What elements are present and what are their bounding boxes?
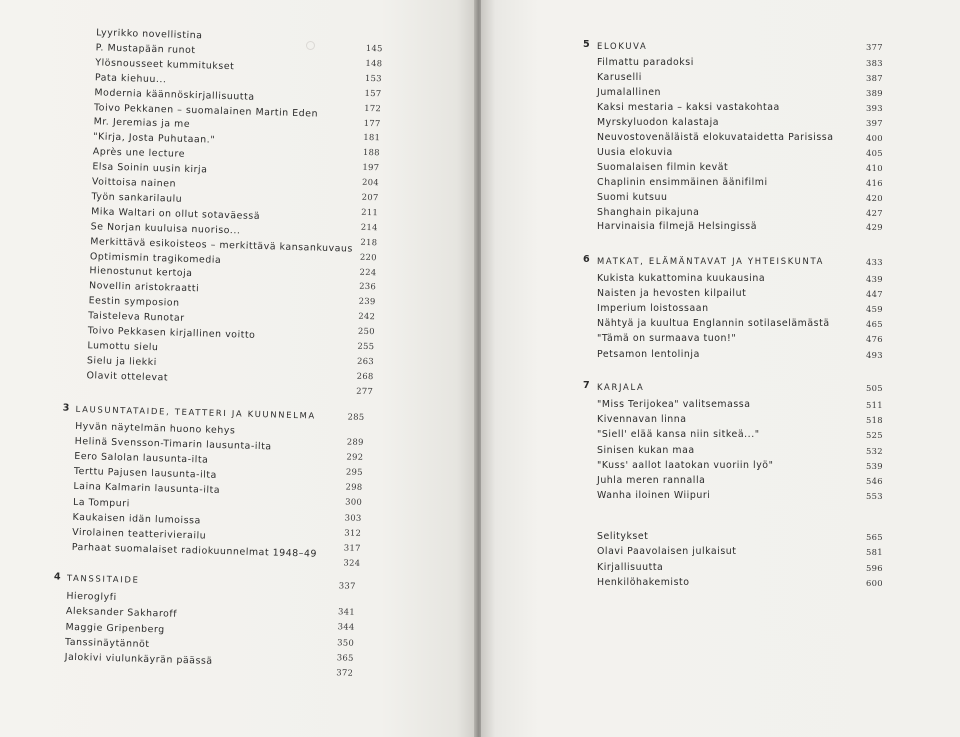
entry-title: Pata kiehuu... [94, 71, 167, 85]
entry-title: Sielu ja liekki [86, 354, 157, 368]
entry-page-number: 525 [866, 430, 883, 441]
entry-title: Ylösnousseet kummitukset [95, 57, 235, 72]
section-number: 6 [583, 254, 590, 265]
entry-page-number: 298 [345, 481, 363, 493]
entry-page-number: 405 [866, 147, 883, 158]
entry-page-number: 427 [866, 207, 883, 218]
entry-page-number: 393 [866, 102, 883, 113]
right-page [481, 0, 960, 737]
entry-title: Olavit ottelevat [86, 369, 169, 384]
section-title: TANSSITAIDE [66, 572, 140, 585]
section-page-number: 377 [866, 42, 883, 52]
entry-page-number: 439 [866, 274, 883, 284]
entry-title: Novellin aristokraatti [88, 280, 200, 295]
entry-page-number: 372 [336, 667, 354, 678]
entry-title: Voittoisa nainen [91, 176, 177, 190]
entry-page-number: 204 [361, 176, 380, 188]
left-entry-list [10, 0, 476, 396]
entry-page-number: 600 [866, 577, 883, 588]
entry-page-number: 295 [345, 466, 364, 478]
entry-page-number: 459 [866, 304, 883, 315]
entry-page-number: 341 [337, 606, 356, 617]
section-number: 3 [62, 402, 70, 414]
entry-title: Eero Salolan lausunta-ilta [74, 451, 209, 466]
entry-page-number: 410 [866, 162, 883, 173]
entry-title: La Tompuri [72, 496, 130, 509]
section-page-number: 433 [866, 257, 883, 267]
entry-title: Terttu Pajusen lausunta-ilta [73, 466, 218, 482]
entry-page-number: 429 [866, 222, 883, 233]
entry-title: Shanghain pikajuna [597, 206, 700, 218]
entry-title: Helinä Svensson-Timarin lausunta-ilta [74, 435, 272, 453]
entry-title: "Miss Terijokea" valitsemassa [597, 399, 751, 410]
entry-page-number: 420 [866, 192, 883, 203]
entry-title: Jalokivi viulunkäyrän päässä [64, 651, 213, 668]
left-page [0, 0, 476, 737]
entry-page-number: 292 [346, 451, 364, 463]
entry-title: Merkittävä esikoisteos – merkittävä kansankuvaus [90, 235, 354, 255]
entry-page-number: 476 [866, 334, 883, 345]
entry-title: Filmattu paradoksi [597, 57, 694, 68]
entry-page-number: 197 [362, 162, 380, 173]
entry-page-number: 324 [343, 557, 361, 568]
entry-page-number: 242 [358, 310, 376, 322]
entry-title: Parhaat suomalaiset radiokuunnelmat 1948–49 [71, 541, 318, 560]
entry-page-number: 303 [344, 511, 362, 523]
entry-page-number: 300 [345, 496, 363, 508]
entry-page-number: 157 [364, 87, 382, 98]
entry-page-number: 317 [343, 542, 361, 553]
entry-title: Henkilöhakemisto [597, 576, 690, 588]
entry-page-number: 224 [359, 266, 377, 277]
entry-title: Aleksander Sakharoff [65, 606, 178, 621]
entry-page-number: 344 [337, 621, 355, 633]
entry-title: Uusia elokuvia [597, 146, 673, 158]
entry-title: Petsamon lentolinja [597, 348, 700, 360]
entry-title: Sinisen kukan maa [597, 444, 695, 456]
entry-page-number: 239 [358, 296, 376, 307]
entry-page-number: 397 [866, 117, 883, 128]
entry-title: Après une lecture [92, 146, 186, 161]
entry-title: Hieroglyfi [66, 590, 117, 604]
entry-title: Hyvän näytelmän huono kehys [74, 420, 236, 437]
entry-title: Harvinaisia filmejä Helsingissä [597, 221, 758, 233]
paper-speck [306, 41, 315, 50]
entry-page-number: 268 [356, 370, 374, 381]
entry-page-number: 581 [866, 547, 883, 558]
section-number: 5 [583, 39, 590, 50]
entry-page-number: 518 [866, 415, 883, 426]
entry-page-number: 365 [336, 652, 354, 663]
entry-page-number: 172 [364, 102, 382, 113]
entry-page-number: 539 [866, 460, 883, 471]
entry-page-number: 207 [361, 191, 379, 203]
entry-title: Modernia käännöskirjallisuutta [94, 86, 255, 103]
section-title: KARJALA [597, 382, 645, 392]
entry-page-number: 263 [356, 355, 375, 367]
entry-title: Selitykset [597, 531, 649, 542]
section-number: 7 [583, 380, 590, 391]
entry-title: Lyyrikko novellistina [95, 27, 203, 42]
entry-page-number: 145 [365, 42, 383, 54]
entry-page-number: 532 [866, 445, 883, 456]
entry-title: Maggie Gripenberg [65, 621, 165, 636]
entry-page-number: 214 [360, 221, 378, 233]
entry-title: P. Mustapään runot [95, 42, 196, 56]
entry-page-number: 250 [357, 325, 375, 337]
entry-page-number: 236 [359, 281, 377, 292]
section-title: MATKAT, ELÄMÄNTAVAT JA YHTEISKUNTA [597, 256, 825, 266]
left-toc [0, 0, 476, 737]
entry-title: Suomalaisen filmin kevät [597, 161, 729, 173]
entry-page-number: 312 [344, 527, 362, 538]
entry-page-number: 277 [356, 385, 374, 396]
entry-title: Taisteleva Runotar [88, 310, 185, 324]
entry-page-number: 465 [866, 319, 883, 330]
entry-title: Kirjallisuutta [597, 561, 664, 573]
entry-title: Juhla meren rannalla [597, 475, 706, 486]
entry-title: Toivo Pekkasen kirjallinen voitto [87, 325, 256, 341]
entry-title: Elsa Soinin uusin kirja [92, 161, 208, 176]
entry-title: "Kirja, Josta Puhutaan." [93, 131, 216, 146]
entry-title: Mr. Jeremias ja me [93, 116, 191, 131]
entry-title: Toivo Pekkanen – suomalainen Martin Eden [93, 101, 319, 120]
entry-title: Lumottu sielu [87, 340, 159, 354]
entry-page-number: 211 [361, 206, 379, 218]
entry-title: Naisten ja hevosten kilpailut [597, 288, 747, 300]
entry-title: Wanha iloinen Wiipuri [597, 490, 711, 502]
entry-title: "Siell' elää kansa niin sitkeä..." [597, 429, 760, 441]
entry-page-number: 553 [866, 491, 883, 502]
entry-page-number: 400 [866, 132, 883, 143]
entry-page-number: 188 [362, 147, 380, 158]
entry-title: Hienostunut kertoja [89, 265, 193, 280]
entry-title: Mika Waltari on ollut sotaväessä [90, 206, 261, 222]
entry-title: Kivennavan linna [597, 414, 687, 426]
entry-page-number: 255 [357, 340, 375, 352]
entry-title: Virolainen teatterivierailu [72, 526, 207, 542]
entry-title: Tanssinäytännöt [64, 636, 150, 650]
section-page-number: 285 [347, 411, 365, 422]
section-title: ELOKUVA [597, 41, 648, 51]
entry-title: Nähtyä ja kuultua Englannin sotilaselämästä [597, 318, 830, 330]
entry-page-number: 546 [866, 476, 883, 486]
entry-title: Laina Kalmarin lausunta-ilta [73, 481, 221, 497]
entry-title: "Kuss' aallot laatokan vuoriin lyö" [597, 459, 774, 471]
entry-page-number: 350 [337, 636, 355, 648]
entry-title: Olavi Paavolaisen julkaisut [597, 546, 737, 558]
entry-title: Kaksi mestaria – kaksi vastakohtaa [597, 101, 780, 113]
entry-page-number: 596 [866, 562, 883, 573]
entry-title: Kukista kukattomina kuukausina [597, 273, 766, 284]
entry-page-number: 289 [346, 436, 364, 447]
entry-page-number: 177 [363, 117, 381, 128]
entry-page-number: 493 [866, 349, 883, 360]
entry-page-number: 447 [866, 289, 883, 300]
entry-title: Työn sankarilaulu [91, 191, 183, 205]
entry-title: Eestin symposion [88, 295, 180, 309]
entry-title: Chaplinin ensimmäinen äänifilmi [597, 176, 768, 188]
entry-title: Karuselli [597, 71, 642, 83]
entry-page-number: 387 [866, 72, 883, 83]
entry-page-number: 148 [365, 57, 383, 69]
entry-title: Se Norjan kuuluisa nuoriso... [90, 220, 241, 237]
entry-title: Kaukaisen idän lumoissa [72, 511, 201, 527]
entry-page-number: 153 [364, 72, 383, 84]
entry-page-number: 218 [360, 236, 378, 247]
section-number: 4 [53, 571, 61, 583]
entry-page-number: 416 [866, 177, 883, 188]
entry-title: Imperium loistossaan [597, 303, 709, 315]
entry-title: Neuvostovenäläistä elokuvataidetta Parisissa [597, 131, 834, 143]
entry-page-number: 181 [363, 132, 381, 143]
section-page-number: 337 [338, 580, 356, 591]
section-title: LAUSUNTATAIDE, TEATTERI JA KUUNNELMA [75, 403, 317, 421]
entry-page-number: 389 [866, 87, 883, 98]
section-page-number: 505 [866, 383, 883, 393]
entry-title: Jumalallinen [597, 86, 661, 98]
entry-page-number: 383 [866, 58, 883, 68]
entry-page-number: 220 [359, 251, 378, 262]
entry-title: Myrskyluodon kalastaja [597, 116, 720, 128]
entry-title: Suomi kutsuu [597, 191, 668, 203]
entry-title: Optimismin tragikomedia [89, 250, 222, 266]
entry-page-number: 565 [866, 532, 883, 542]
entry-title: "Tämä on surmaava tuon!" [597, 333, 737, 345]
entry-page-number: 511 [866, 400, 883, 410]
